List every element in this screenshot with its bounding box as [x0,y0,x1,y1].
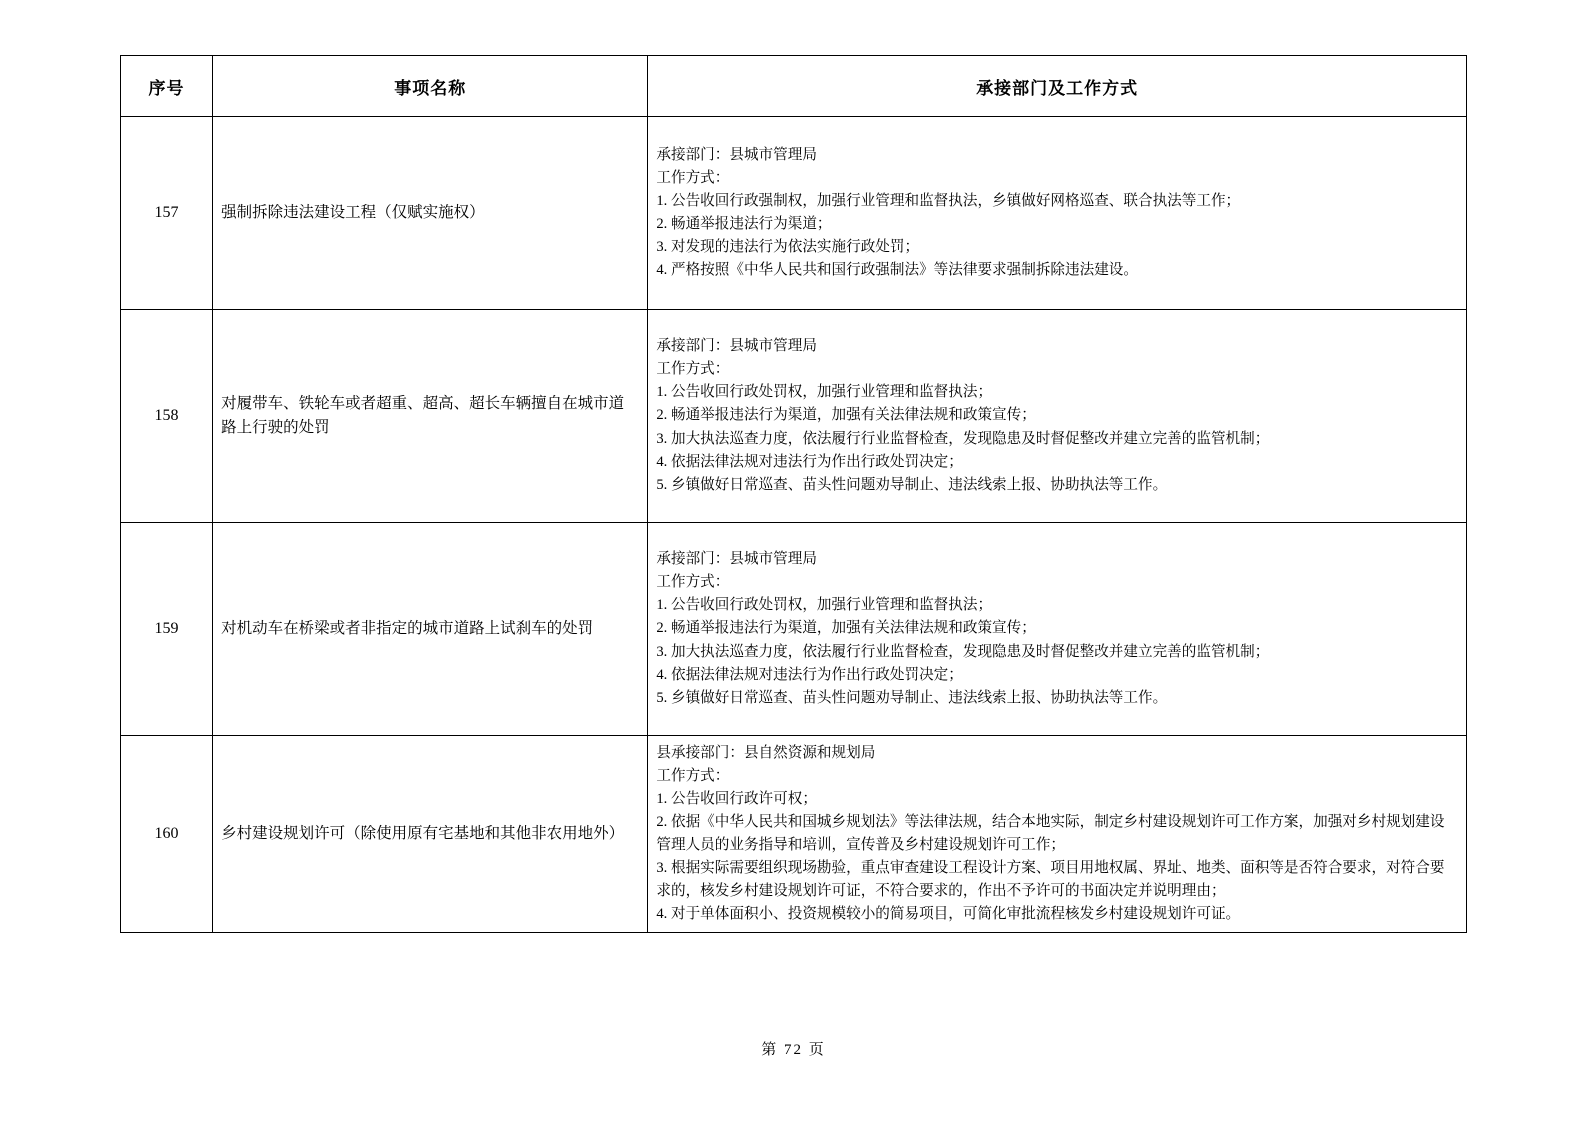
detail-line: 承接部门：县城市管理局 [656,338,817,355]
table-header [121,56,1467,117]
detail-line: 3. 加大执法巡查力度，依法履行行业监督检查，发现隐患及时督促整改并建立完善的监管机制； [656,643,1270,660]
row-department-detail [648,523,1467,736]
detail-line: 2. 畅通举报违法行为渠道； [656,216,832,232]
detail-line: 3. 根据实际需要组织现场勘验，重点审查建设工程设计方案、项目用地权属、界址、地类、面积等是否符合要求，对符合要求的，核发乡村建设规划许可证，不符合要求的，作出不予许可的书面决定并说明理由； [656,860,1445,900]
row-department-detail [648,117,1467,310]
detail-line: 1. 公告收回行政强制权，加强行业管理和监督执法，乡镇做好网格巡查、联合执法等工作； [656,192,1241,209]
detail-line: 工作方式： [656,574,730,591]
detail-line: 3. 对发现的违法行为依法实施行政处罚； [656,239,920,256]
column-header-name: 事项名称 [213,56,648,117]
table-row [121,523,1467,736]
responsibility-table [120,55,1467,933]
detail-line: 4. 严格按照《中华人民共和国行政强制法》等法律要求强制拆除违法建设。 [656,262,1138,279]
table-header-row [121,56,1467,117]
row-item-name: 强制拆除违法建设工程（仅赋实施权） [213,117,648,310]
detail-line: 1. 公告收回行政处罚权，加强行业管理和监督执法； [656,597,993,614]
detail-line: 承接部门：县城市管理局 [656,551,817,568]
table-row [121,736,1467,933]
row-number: 158 [121,310,213,523]
row-item-name: 对机动车在桥梁或者非指定的城市道路上试刹车的处罚 [213,523,648,736]
detail-line: 4. 对于单体面积小、投资规模较小的简易项目，可简化审批流程核发乡村建设规划许可证。 [656,906,1241,923]
detail-line: 4. 依据法律法规对违法行为作出行政处罚决定； [656,453,963,470]
table-body [121,117,1467,933]
table-row [121,310,1467,523]
column-header-dept: 承接部门及工作方式 [648,56,1467,117]
detail-line: 2. 畅通举报违法行为渠道，加强有关法律法规和政策宣传； [656,407,1036,424]
table-row [121,117,1467,310]
row-item-name: 乡村建设规划许可（除使用原有宅基地和其他非农用地外） [213,736,648,933]
row-number: 157 [121,117,213,310]
row-number: 160 [121,736,213,933]
detail-line: 1. 公告收回行政许可权； [656,791,817,808]
detail-line: 2. 畅通举报违法行为渠道，加强有关法律法规和政策宣传； [656,620,1036,637]
detail-line: 3. 加大执法巡查力度，依法履行行业监督检查，发现隐患及时督促整改并建立完善的监管机制； [656,430,1270,447]
column-header-no: 序号 [121,56,213,117]
row-number: 159 [121,523,213,736]
detail-line: 4. 依据法律法规对违法行为作出行政处罚决定； [656,666,963,683]
row-item-name: 对履带车、铁轮车或者超重、超高、超长车辆擅自在城市道路上行驶的处罚 [213,310,648,523]
detail-line: 工作方式： [656,361,730,378]
detail-line: 5. 乡镇做好日常巡查、苗头性问题劝导制止、违法线索上报、协助执法等工作。 [656,689,1168,706]
detail-line: 5. 乡镇做好日常巡查、苗头性问题劝导制止、违法线索上报、协助执法等工作。 [656,476,1168,493]
page-number-footer: 第 72 页 [761,1042,826,1058]
detail-line: 工作方式： [656,169,730,186]
detail-line: 2. 依据《中华人民共和国城乡规划法》等法律法规，结合本地实际，制定乡村建设规划许可工作方案，加强对乡村规划建设管理人员的业务指导和培训，宣传普及乡村建设规划许可工作； [656,814,1445,854]
detail-line: 承接部门：县城市管理局 [656,146,817,163]
detail-line: 县承接部门：县自然资源和规划局 [656,745,876,761]
detail-line: 工作方式： [656,768,730,785]
detail-line: 1. 公告收回行政处罚权，加强行业管理和监督执法； [656,384,993,401]
row-department-detail [648,736,1467,933]
row-department-detail [648,310,1467,523]
